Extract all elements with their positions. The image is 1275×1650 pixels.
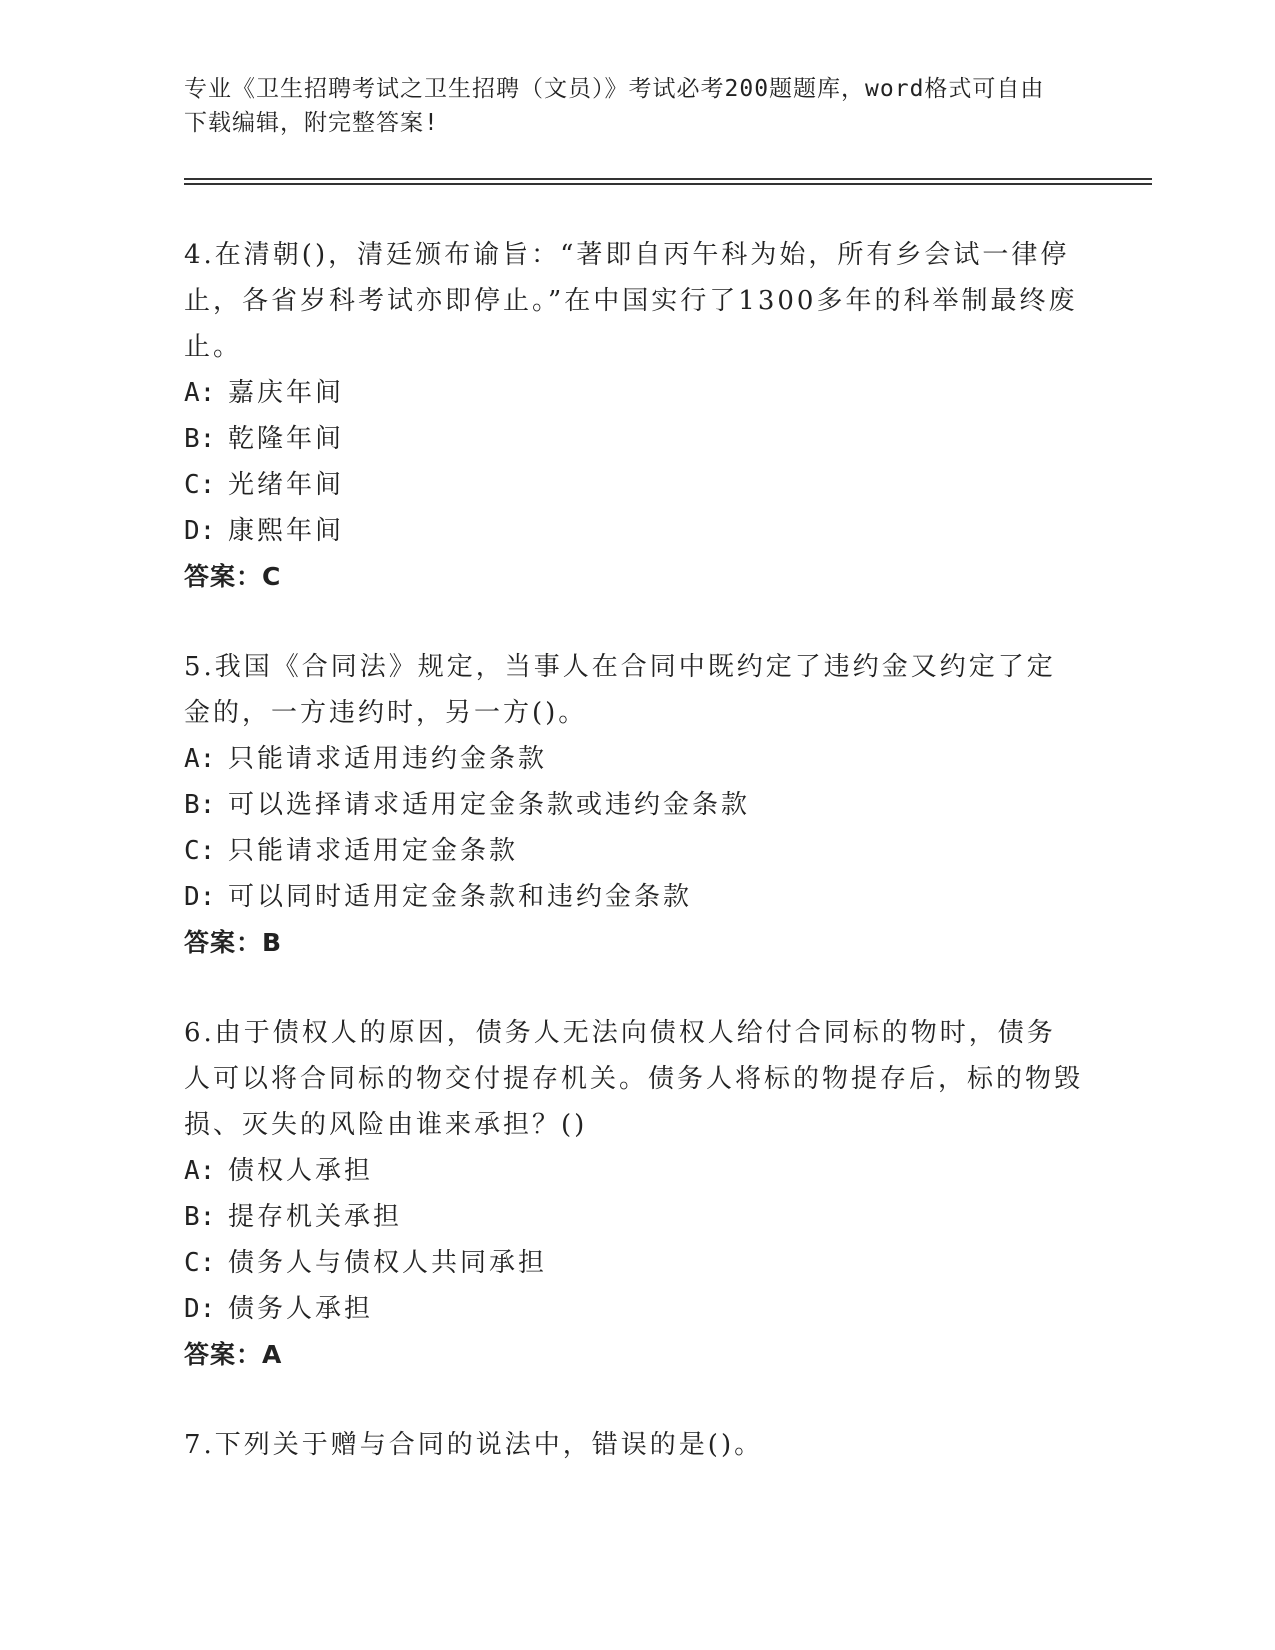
- question-5: [184, 644, 1084, 966]
- option-b: [184, 416, 1084, 462]
- option-c: [184, 828, 1084, 874]
- option-text: 提存机关承担: [228, 1202, 403, 1232]
- question-stem: 4.在清朝()，清廷颁布谕旨：“著即自丙午科为始，所有乡会试一律停止，各省岁科考试亦即停止。”在中国实行了1300多年的科举制最终废止。: [184, 240, 1078, 362]
- option-letter: B:: [184, 1202, 216, 1232]
- option-text: 康熙年间: [228, 516, 345, 546]
- option-a: [184, 370, 1084, 416]
- option-a: [184, 1148, 1084, 1194]
- option-letter: A:: [184, 378, 216, 408]
- option-text: 只能请求适用违约金条款: [228, 744, 548, 774]
- header-divider-top: [184, 178, 1152, 180]
- option-d: [184, 874, 1084, 920]
- header-divider-bottom: [184, 183, 1152, 185]
- question-4: [184, 232, 1084, 600]
- option-a: [184, 736, 1084, 782]
- option-b: [184, 782, 1084, 828]
- answer-line: 答案：A: [184, 1340, 283, 1369]
- document-header: 专业《卫生招聘考试之卫生招聘（文员）》考试必考200题题库，word格式可自由下载编辑，附完整答案!: [184, 76, 1045, 136]
- question-stem: 7.下列关于赠与合同的说法中，错误的是()。: [184, 1430, 764, 1460]
- option-c: [184, 1240, 1084, 1286]
- option-letter: B:: [184, 790, 216, 820]
- option-text: 债务人承担: [228, 1294, 374, 1324]
- option-letter: D:: [184, 516, 216, 546]
- option-text: 可以同时适用定金条款和违约金条款: [228, 882, 693, 912]
- option-text: 嘉庆年间: [228, 378, 345, 408]
- question-list: [184, 232, 1084, 1512]
- question-stem: 5.我国《合同法》规定，当事人在合同中既约定了违约金又约定了定金的，一方违约时，另一方()。: [184, 652, 1056, 728]
- question-6: [184, 1010, 1084, 1378]
- option-letter: C:: [184, 470, 216, 500]
- option-text: 光绪年间: [228, 470, 345, 500]
- option-letter: A:: [184, 744, 216, 774]
- option-letter: C:: [184, 1248, 216, 1278]
- option-text: 只能请求适用定金条款: [228, 836, 519, 866]
- option-letter: D:: [184, 1294, 216, 1324]
- question-7: [184, 1422, 1084, 1468]
- answer-line: 答案：C: [184, 562, 282, 591]
- option-text: 可以选择请求适用定金条款或违约金条款: [228, 790, 751, 820]
- answer-line: 答案：B: [184, 928, 283, 957]
- option-letter: B:: [184, 424, 216, 454]
- question-stem: 6.由于债权人的原因，债务人无法向债权人给付合同标的物时，债务人可以将合同标的物交付提存机关。债务人将标的物提存后，标的物毁损、灭失的风险由谁来承担？(): [184, 1018, 1084, 1140]
- option-letter: A:: [184, 1156, 216, 1186]
- option-d: [184, 1286, 1084, 1332]
- option-text: 债权人承担: [228, 1156, 374, 1186]
- option-letter: D:: [184, 882, 216, 912]
- option-letter: C:: [184, 836, 216, 866]
- option-c: [184, 462, 1084, 508]
- option-text: 乾隆年间: [228, 424, 345, 454]
- option-b: [184, 1194, 1084, 1240]
- option-d: [184, 508, 1084, 554]
- option-text: 债务人与债权人共同承担: [228, 1248, 548, 1278]
